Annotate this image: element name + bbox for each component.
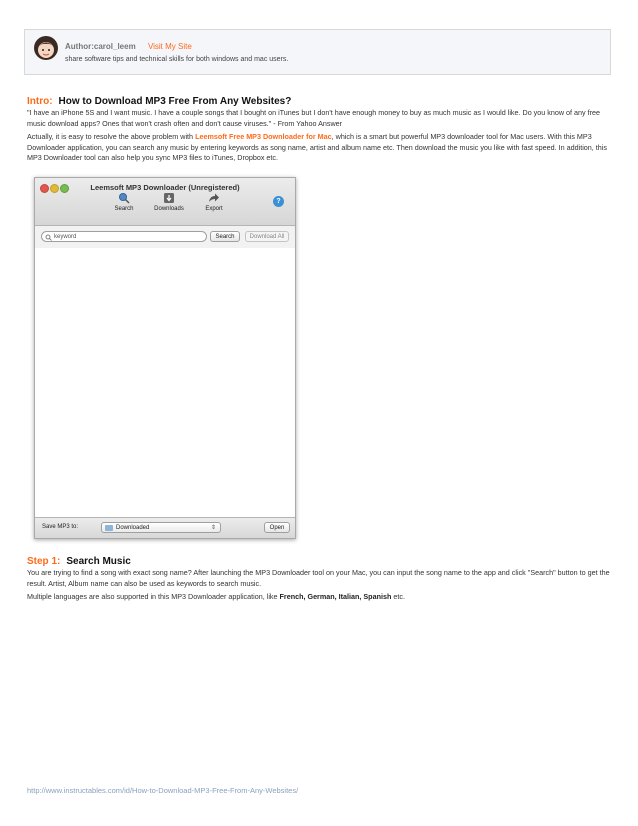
search-icon (118, 192, 130, 204)
app-window-screenshot (34, 177, 296, 539)
open-button[interactable]: Open (264, 522, 290, 533)
keyword-search-input[interactable] (41, 231, 207, 242)
toolbar-search-label: Search (114, 206, 134, 212)
magnifier-icon (45, 234, 52, 241)
author-label: Author: (65, 42, 94, 51)
author-description: share software tips and technical skills for both windows and mac users. (65, 56, 289, 63)
toolbar-search-button[interactable] (107, 192, 141, 212)
intro-label: Intro: (27, 96, 53, 107)
step1-para2-post: etc. (391, 592, 405, 601)
intro-para-post: , which is a smart but powerful MP3 downloader tool for Mac users. With this MP3 Downloader application, you can search any music by entering keywords as song name, artist and album name etc. Then download the music you like with fast speed. In addition, this MP3 Downloader tool can also help you sync MP3 files to iTunes, Dropbox etc. (27, 132, 607, 162)
help-icon[interactable]: ? (273, 196, 284, 207)
author-box (24, 29, 611, 75)
folder-icon (105, 525, 113, 531)
intro-paragraph (27, 132, 617, 164)
toolbar-export-button[interactable] (197, 192, 231, 212)
leemsoft-link[interactable]: Leemsoft Free MP3 Downloader for Mac (195, 132, 332, 141)
step1-languages-paragraph (27, 592, 617, 603)
results-list[interactable] (35, 248, 295, 518)
download-all-button[interactable]: Download All (245, 231, 289, 242)
intro-para-pre: Actually, it is easy to resolve the above problem with (27, 132, 196, 141)
chevron-updown-icon: ⇕ (210, 525, 216, 531)
search-placeholder: keyword (54, 234, 77, 240)
step1-title: Search Music (66, 556, 131, 567)
download-icon (163, 192, 175, 204)
toolbar-downloads-button[interactable] (152, 192, 186, 212)
step1-heading (27, 556, 131, 567)
export-arrow-icon (208, 192, 220, 204)
languages-list: French, German, Italian, Spanish (279, 592, 392, 601)
search-button[interactable]: Search (210, 231, 240, 242)
save-mp3-label: Save MP3 to: (42, 524, 79, 530)
save-location-value: Downloaded (116, 525, 150, 531)
toolbar-export-label: Export (205, 206, 223, 212)
visit-site-link[interactable]: Visit My Site (147, 42, 192, 51)
intro-title: How to Download MP3 Free From Any Websites? (58, 96, 292, 107)
author-name[interactable]: carol_leem (93, 42, 136, 51)
step1-para2-pre: Multiple languages are also supported in this MP3 Downloader application, like (27, 592, 280, 601)
save-location-select[interactable] (101, 522, 221, 533)
footer-url[interactable]: http://www.instructables.com/id/How-to-Download-MP3-Free-From-Any-Websites/ (27, 786, 299, 795)
step1-label: Step 1: (27, 556, 61, 567)
step1-paragraph: You are trying to find a song with exact song name? After launching the MP3 Downloader tool on your Mac, you can input the song name to the app and click "Search" button to get the result. Artist, Album name can also be used as keywords to search music. (27, 568, 610, 588)
search-row (35, 226, 295, 249)
intro-quote: "I have an iPhone 5S and I want music. I have a couple songs that I bought on iTunes but I don't have enough money to buy as much music as I would like. Do you know of any free music download apps? Ones that won't crash often and don't cause viruses." - From Yahoo Answer (27, 108, 601, 128)
window-titlebar (35, 178, 295, 226)
window-bottom-bar (35, 517, 295, 538)
window-title: Leemsoft MP3 Downloader (Unregistered) (90, 183, 240, 192)
author-line (65, 42, 192, 51)
toolbar-downloads-label: Downloads (154, 206, 184, 212)
intro-heading (27, 96, 291, 107)
author-avatar (33, 35, 59, 65)
